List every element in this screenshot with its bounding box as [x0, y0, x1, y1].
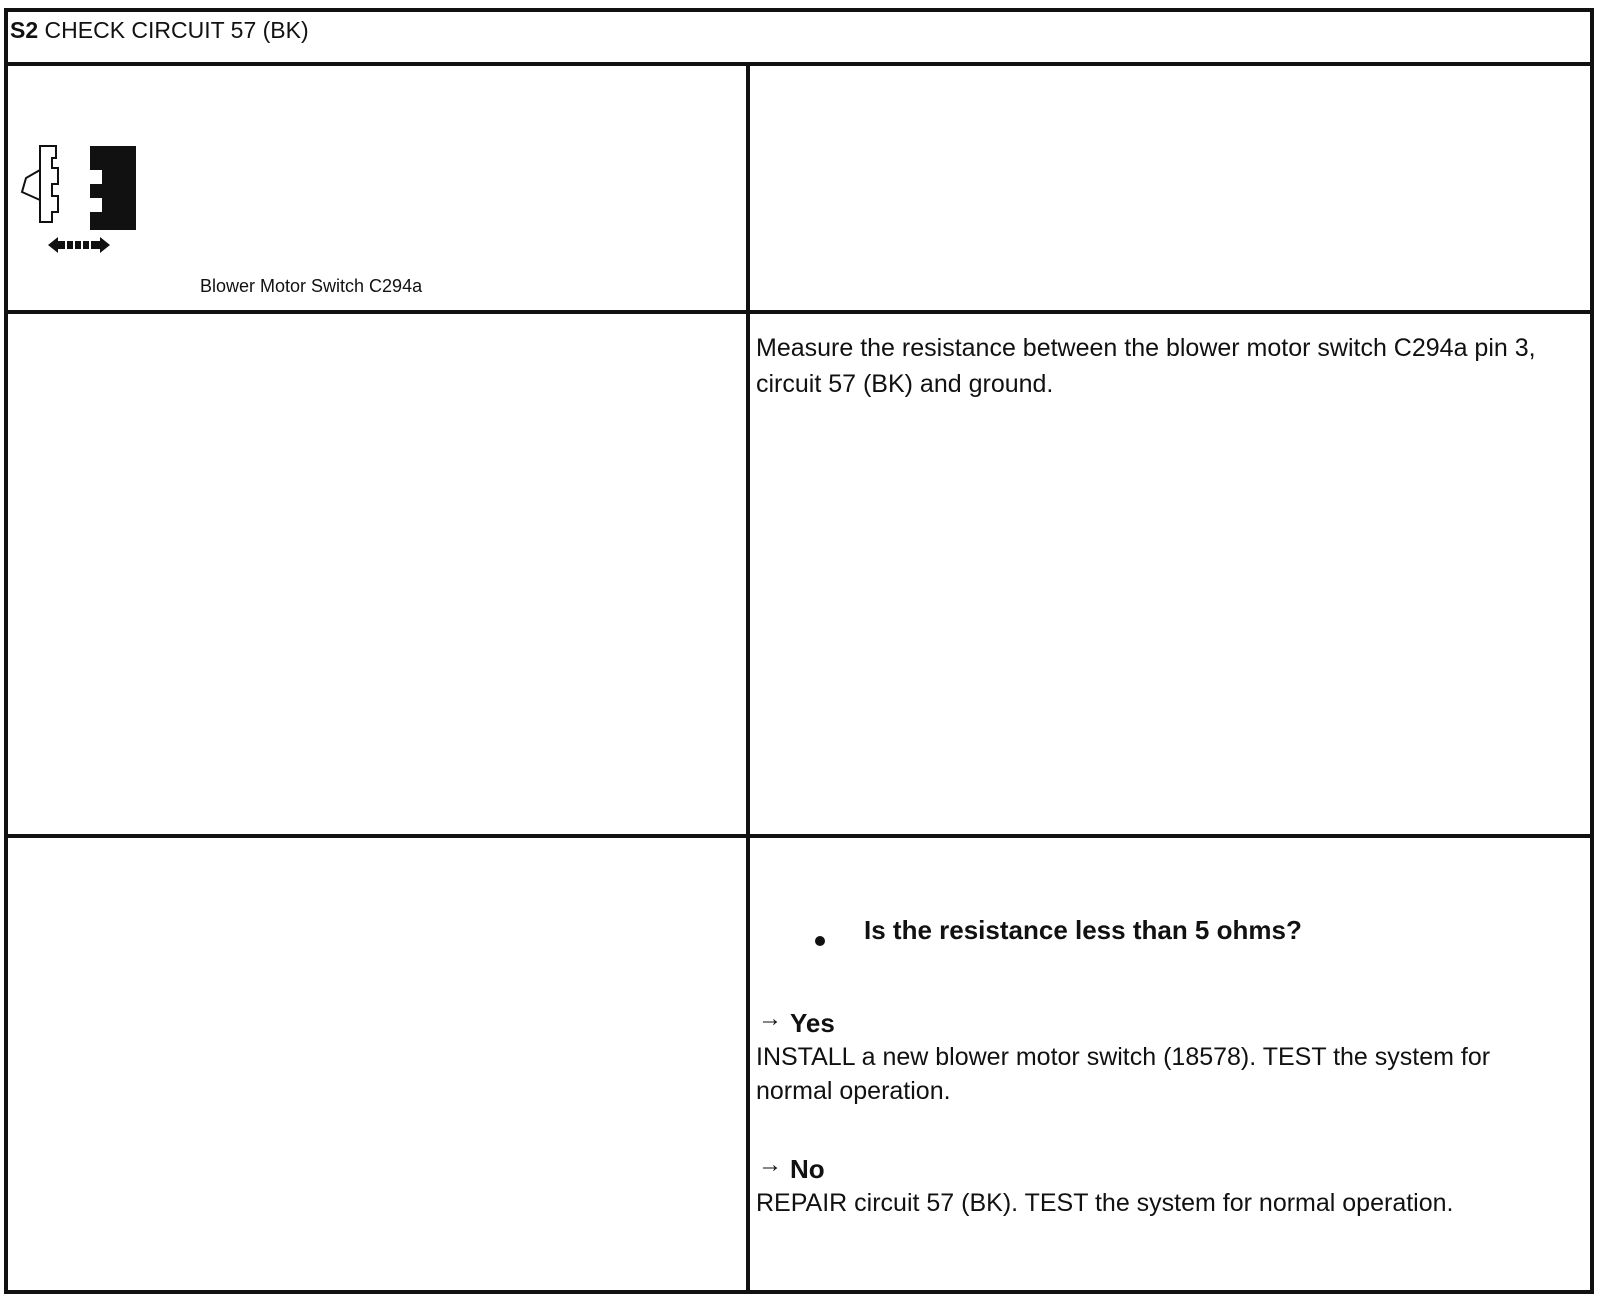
row-divider	[8, 62, 1590, 66]
step-title: CHECK CIRCUIT 57 (BK)	[44, 17, 309, 43]
answer-no-label: No	[790, 1154, 825, 1184]
column-divider	[746, 64, 750, 1290]
answer-yes-heading	[758, 1005, 835, 1039]
figure-caption: Blower Motor Switch C294a	[200, 276, 423, 296]
arrow-right-icon: →	[758, 1151, 782, 1178]
answer-no-action: REPAIR circuit 57 (BK). TEST the system for normal operation.	[756, 1189, 1454, 1217]
row-divider	[8, 834, 1590, 838]
step-header	[10, 16, 309, 44]
answer-yes-label: Yes	[790, 1008, 835, 1038]
step-id: S2	[10, 17, 39, 43]
bullet	[815, 936, 825, 946]
question-text: Is the resistance less than 5 ohms?	[864, 915, 1302, 945]
answer-yes-action: INSTALL a new blower motor switch (18578). TEST the system for normal operation.	[756, 1043, 1491, 1105]
connector-disconnect-icon	[12, 140, 142, 270]
arrow-right-icon: →	[758, 1005, 782, 1032]
answer-no-heading	[758, 1151, 825, 1185]
row-divider	[8, 310, 1590, 314]
instruction-text: Measure the resistance between the blower motor switch C294a pin 3, circuit 57 (BK) and ground.	[756, 334, 1536, 398]
